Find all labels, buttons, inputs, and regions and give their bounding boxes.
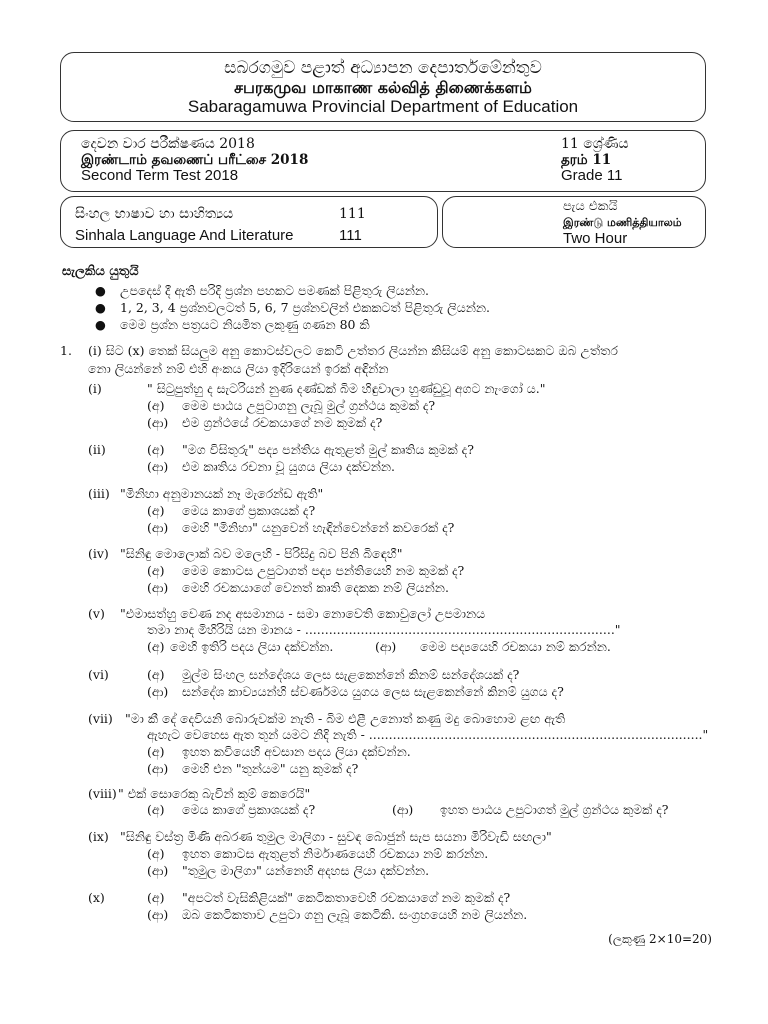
duration-english: Two Hour	[563, 230, 628, 247]
grade-tamil: தரம் 11	[561, 152, 612, 168]
sub-label: (අ)	[147, 563, 165, 578]
duration-box	[442, 196, 706, 248]
sub-question: ඉහත කොටස ඇතුළත් නිර්මාණයෙහි රචකයා නම් කරන්න.	[182, 846, 489, 861]
part-number: (viii)	[88, 786, 117, 801]
part-quote: "සිනිඳු මොලොක් බව මලෙහි - පිරිසිදු බව පිනි බිඳෙහී"	[120, 546, 403, 561]
grade-english: Grade 11	[561, 167, 623, 184]
grade-sinhala: 11 ශ්‍රේණිය	[561, 136, 629, 152]
sub-label: (අ)	[147, 442, 165, 457]
grade-block	[561, 136, 629, 184]
subject-name-block	[75, 204, 294, 246]
sub-question: ඔබ කෙටිකතාව උපුටා ගනු ලැබූ කෙටිකි. සංග්‍රහයෙහි නම ලියන්න.	[182, 907, 528, 922]
sub-label: (අ)	[147, 890, 165, 905]
part-quote: "මා කී දේ දෙවියනි බොරුවක්ම නැති - බිම එළී උනොත් කණු මදු බොහොම ළඟ ඇති	[125, 711, 566, 726]
term-block	[81, 136, 308, 184]
subject-code-2: 111	[339, 227, 362, 244]
sub-question: මෙම පාඨය උපුටාගනු ලැබූ මුල් ග්‍රන්ථය කුමක් ද?	[182, 398, 436, 413]
sub-question: මෙය කාගේ ප්‍රකාශයක් ද?	[182, 802, 316, 817]
instructions-title: සැලකිය යුතුයි	[62, 264, 139, 279]
subject-code-1: 111	[339, 206, 366, 222]
sub-question: මෙම කොටස උපුටාගත් පද්‍ය පන්තියෙහි නම කුමක් ද?	[182, 563, 465, 578]
bullet-icon: ●	[95, 317, 106, 332]
sub-label: (අ)	[147, 846, 165, 861]
part-quote: "එමාසත්හු වෙණ නද අසමානය - සමා නොවෙති කොවුලෝ උපමානය	[120, 606, 486, 621]
header-box	[60, 52, 706, 122]
sub-label: (ආ)	[147, 415, 169, 430]
part-quote-line-2: ඇහැට වෙහෙස ඇත තුන් යමට නිදි නැති - ...................................................................................."	[147, 727, 709, 742]
sub-question: මෙය කාගේ ප්‍රකාශයක් ද?	[182, 503, 316, 518]
duration-sinhala: පැය එකයි	[563, 199, 618, 214]
sub-label: (අ)	[147, 639, 165, 654]
subject-sinhala: සිංහල භාෂාව හා සාහිත්‍යය	[75, 206, 234, 222]
duration-block	[563, 199, 682, 247]
sub-question: ඉහත කවියෙහි අවසාන පදය ලියා දක්වන්න.	[182, 744, 411, 759]
subject-code-block	[339, 204, 366, 246]
part-number: (v)	[88, 606, 105, 621]
part-number: (ii)	[88, 442, 106, 457]
question-intro-line-1: (i) සිට (x) තෙක් සියලුම අනු කොටස්වලට කෙටි උත්තර ලියන්න කිසියම් අනු කොටසකට ඔබ උත්තර	[88, 343, 618, 358]
part-quote-line-2: තමා නාද මිහිරියි යන මානය - .............................................................................."	[147, 622, 621, 637]
part-number: (x)	[88, 890, 105, 905]
sub-label: (ආ)	[147, 761, 169, 776]
sub-question: මෙහි "මිනිහා" යනුවෙන් හැඳින්වෙන්නේ කවරෙක් ද?	[182, 520, 455, 535]
sub-question: එම කෘතිය රචනා වූ යුගය ලියා දක්වන්න.	[182, 459, 395, 474]
sub-question: සන්දේශ කාව්‍යයන්හි ස්වර්ණමය යුගය ලෙස සැළකෙන්නේ කිනම් යුගය ද?	[182, 684, 564, 699]
part-quote: "මිනිහා අනුමානයක් නෑ මැරෙන්ඩ ඇති"	[120, 486, 324, 501]
sub-question: මෙහි එන "තුන්යම" යනු කුමක් ද?	[182, 761, 359, 776]
sub-question: මෙහි රචකයාගේ වෙනත් කෘති දෙකක නම් ලියන්න.	[182, 580, 449, 595]
bullet-icon: ●	[95, 283, 106, 298]
sub-question: එම ග්‍රන්ථයේ රචකයාගේ නම කුමක් ද?	[182, 415, 383, 430]
part-number: (iv)	[88, 546, 109, 561]
sub-label: (අ)	[147, 503, 165, 518]
sub-question: ඉහත පාඨය උපුටාගත් මුල් ග්‍රන්ථය කුමක් ද?	[440, 802, 669, 817]
term-sinhala: දෙවන වාර පරීක්ෂණය 2018	[81, 136, 255, 152]
duration-tamil: இரண்டு மணித்தியாலம்	[563, 216, 682, 229]
question-number: 1.	[60, 343, 72, 358]
department-name-tamil: சபரகமுவ மாகாண கல்வித் திணைக்களம்	[234, 78, 532, 97]
sub-label: (ආ)	[392, 802, 414, 817]
term-tamil: இரண்டாம் தவணைப் பரீட்சை 2018	[81, 152, 309, 168]
sub-label: (අ)	[147, 398, 165, 413]
marks-allocation: (ලකුණු 2×10=20)	[608, 932, 712, 946]
sub-question: මෙම පද්‍යයෙහි රචකයා නම් කරන්න.	[420, 639, 611, 654]
sub-label: (ආ)	[147, 907, 169, 922]
sub-label: (අ)	[147, 802, 165, 817]
part-quote: " සිටුපුත්හු ද සැටරියන් නුණ දණ්ඩක් බිම හිඳුවාලා හුණ්ඩුවූ අගට නැංගෝ ය."	[147, 381, 546, 396]
part-number: (vii)	[88, 711, 113, 726]
sub-label: (ආ)	[375, 639, 397, 654]
subject-box	[60, 196, 438, 248]
part-quote: " එක් සොරෙකු බැවින් කුම් කෙරෙයි"	[118, 786, 311, 801]
part-number: (i)	[88, 381, 102, 396]
sub-question: "අපටත් වැසිකිළියක්" කෙටිකතාවෙහි රචකයාගේ නම කුමක් ද?	[182, 890, 511, 905]
part-number: (vi)	[88, 667, 109, 682]
sub-question: මෙහි ඉතිරි පදය ලියා දක්වන්න.	[170, 639, 334, 654]
term-english: Second Term Test 2018	[81, 167, 239, 184]
sub-question: "මග විසිතුරු" පද්‍ය පන්තිය ඇතුළත් මුල් කෘතිය කුමක් ද?	[182, 442, 474, 457]
sub-label: (ආ)	[147, 459, 169, 474]
sub-label: (ආ)	[147, 863, 169, 878]
sub-label: (ආ)	[147, 684, 169, 699]
sub-label: (ආ)	[147, 520, 169, 535]
sub-label: (අ)	[147, 667, 165, 682]
part-quote: "සිනිඳු වස්ත්‍ර මිණි අබරණ තුමුල මාලිගා - සුවඳ බොජුන් සැප සයනා මිරිවැඩි සඟලා"	[120, 829, 552, 844]
sub-label: (අ)	[147, 744, 165, 759]
question-intro-line-2: නො ලියන්නේ නම් එහි අංකය ලියා ඉදිරියෙන් ඉරක් අඳින්න	[88, 361, 389, 376]
term-grade-box	[60, 130, 706, 192]
part-number: (iii)	[88, 486, 110, 501]
department-name-english: Sabaragamuwa Provincial Department of Education	[187, 97, 579, 116]
part-number: (ix)	[88, 829, 109, 844]
sub-label: (ආ)	[147, 580, 169, 595]
bullet-icon: ●	[95, 300, 106, 315]
subject-english: Sinhala Language And Literature	[75, 227, 294, 244]
department-name-sinhala: සබරගමුව පළාත් අධ්‍යාපන දෙපාර්තමේන්තුව	[224, 58, 542, 78]
sub-question: "තුමුල මාලිගා" යන්නෙහි අදහස ලියා දක්වන්න.	[182, 863, 430, 878]
sub-question: මුල්ම සිංහල සන්දේශය ලෙස සැළකෙන්නේ කිනම් සන්දේශයක් ද?	[182, 667, 520, 682]
